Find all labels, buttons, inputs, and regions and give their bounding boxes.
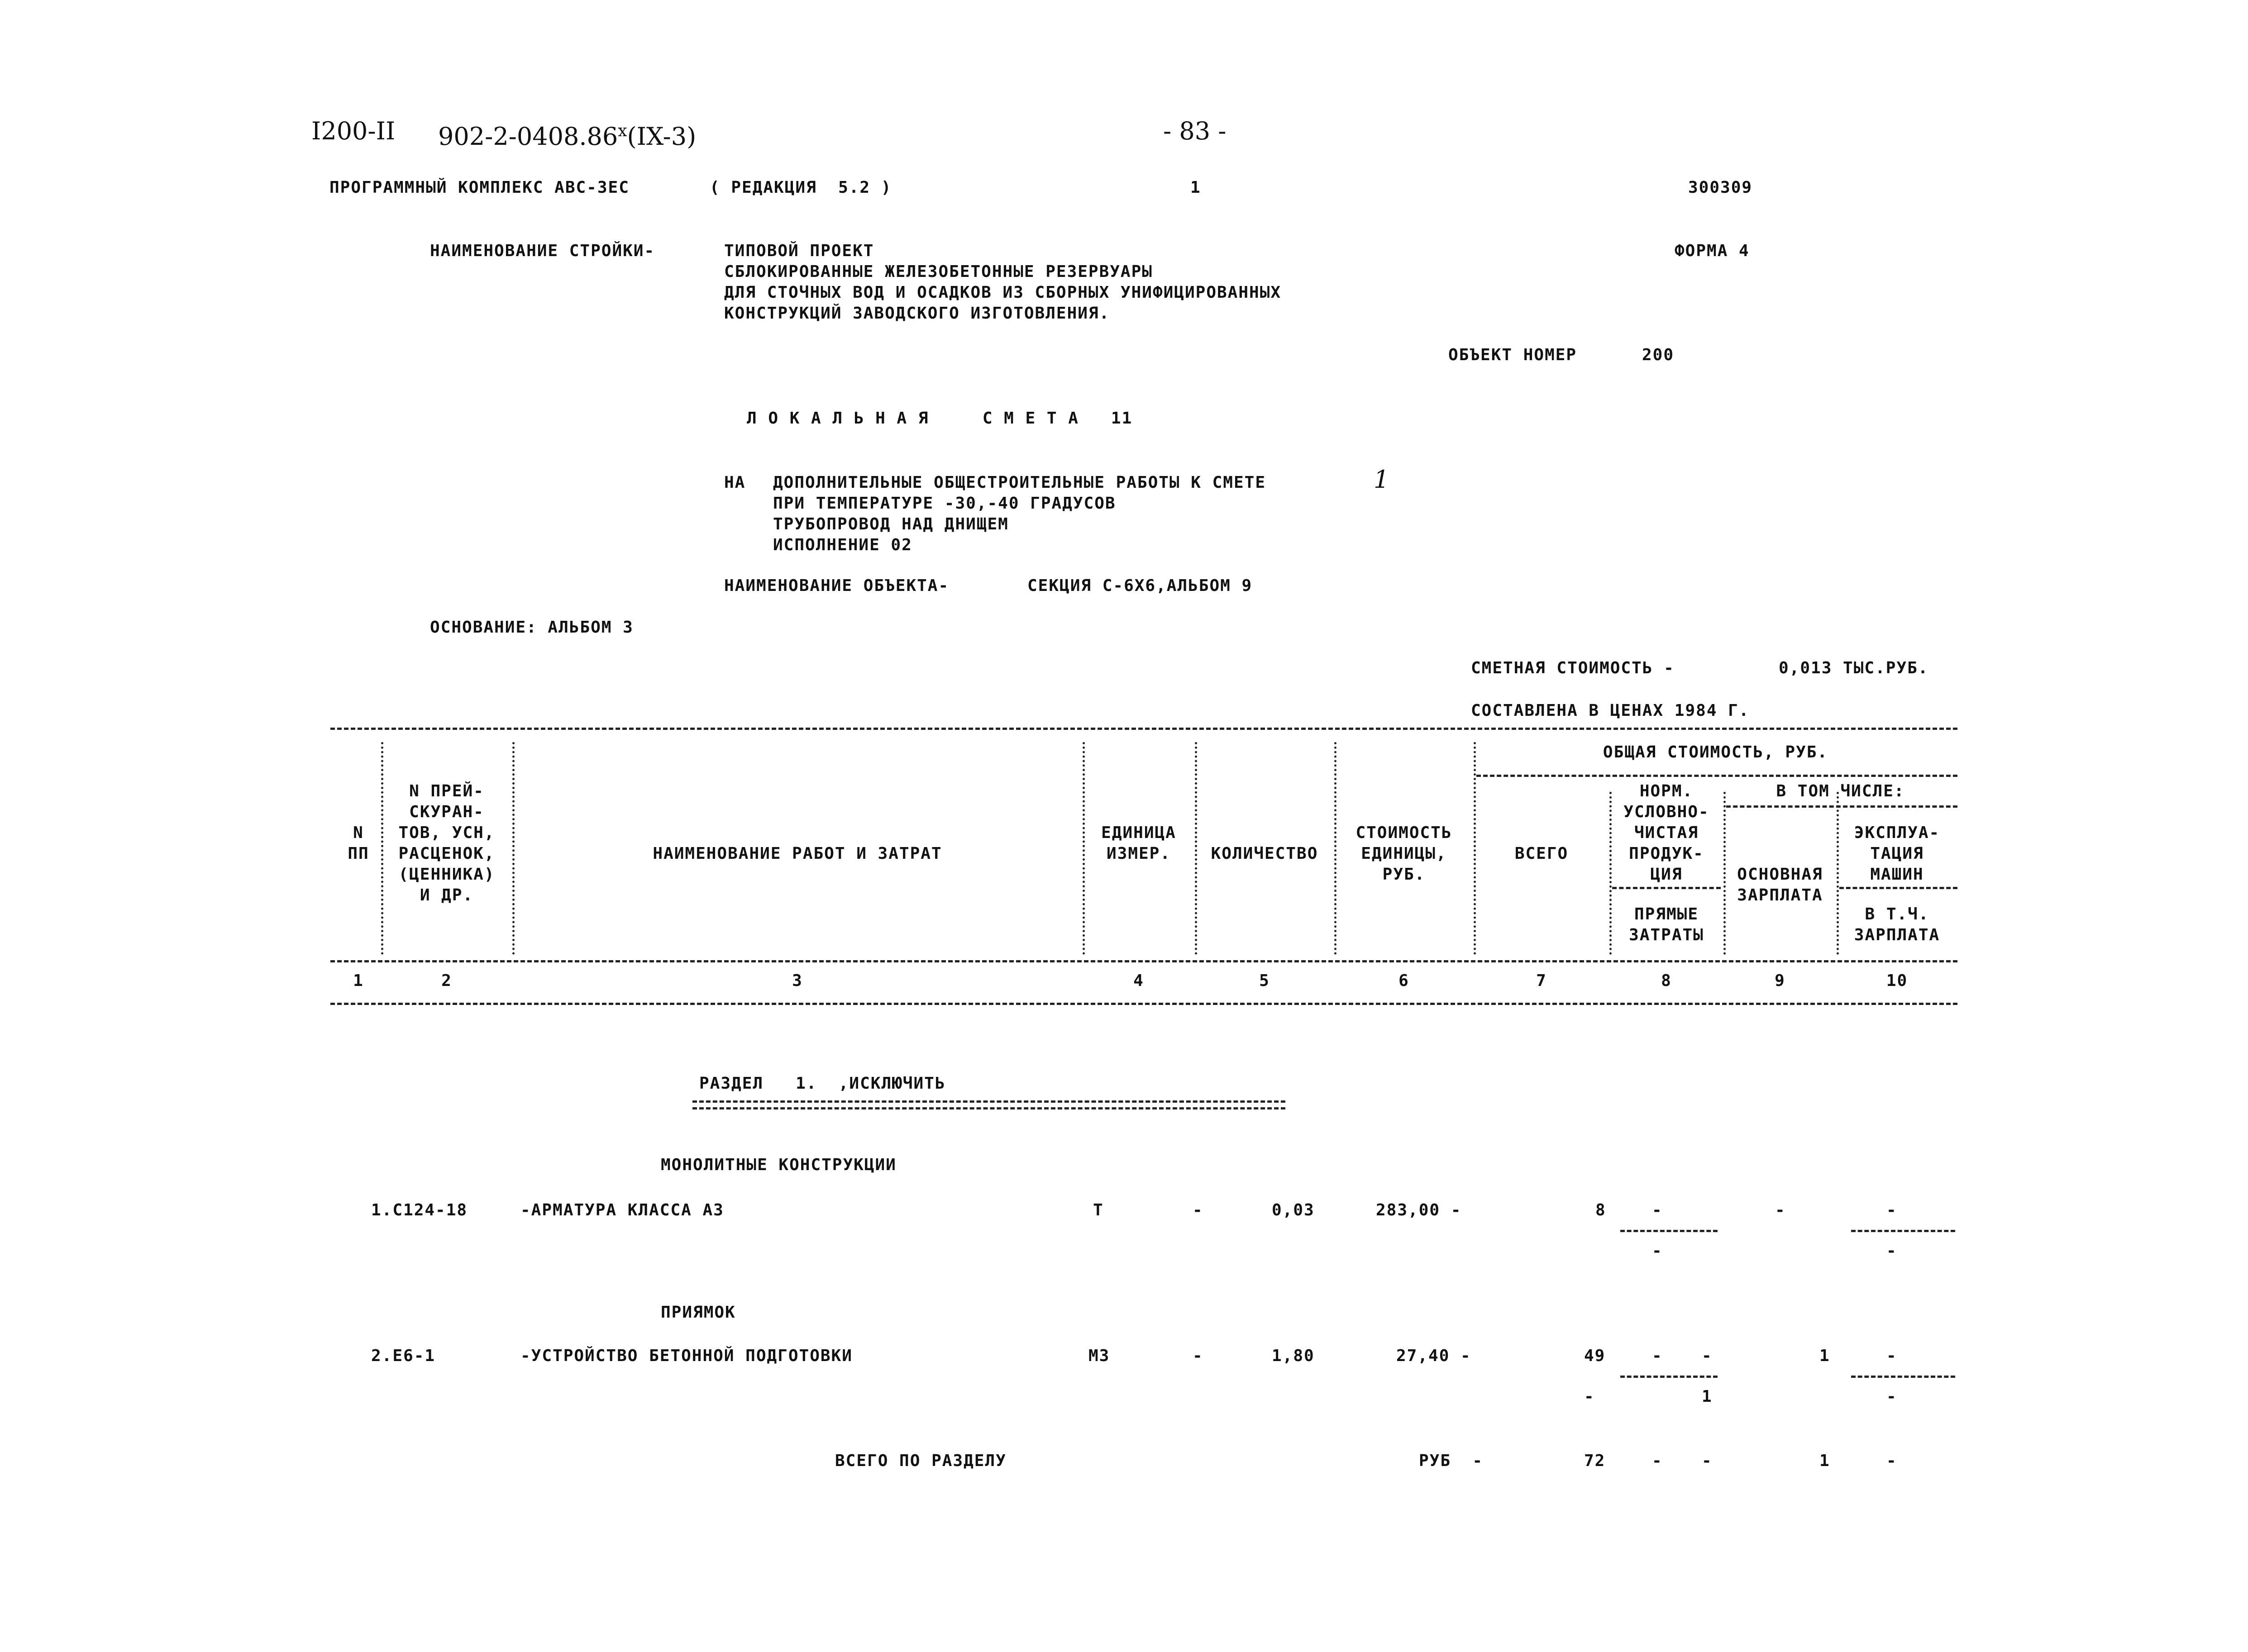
header-col2-line: N ПРЕЙ- (409, 782, 484, 800)
construction-line-4: КОНСТРУКЦИЙ ЗАВОДСКОГО ИЗГОТОВЛЕНИЯ. (724, 304, 1110, 323)
construction-line-2: СБЛОКИРОВАННЫЕ ЖЕЛЕЗОБЕТОННЫЕ РЕЗЕРВУАРЫ (724, 262, 1153, 281)
header-col9-line: ОСНОВНАЯ (1737, 865, 1823, 884)
group-rule (1476, 775, 1957, 777)
handwritten-estimate-number: 1 (1374, 465, 1389, 494)
construction-label: НАИМЕНОВАНИЕ СТРОЙКИ- (430, 242, 655, 260)
group-rule (1612, 887, 1721, 889)
header-col4-line: ЕДИНИЦА (1101, 824, 1176, 842)
basis: ОСНОВАНИЕ: АЛЬБОМ 3 (430, 618, 634, 637)
header-col1-line: ПП (348, 844, 369, 863)
row-quantity: 1,80 (1272, 1347, 1315, 1365)
header-col8-line: НОРМ. (1639, 782, 1694, 800)
document-code-superscript: x (618, 122, 627, 140)
construction-line-3: ДЛЯ СТОЧНЫХ ВОД И ОСАДКОВ ИЗ СБОРНЫХ УНИФИЦИРОВАННЫХ (724, 283, 1282, 302)
document-code-main: 902-2-0408.86 (438, 122, 618, 151)
page-number: - 83 - (1163, 117, 1227, 145)
row-code: 1.С124-18 (371, 1201, 468, 1219)
header-col8-line: ЧИСТАЯ (1634, 824, 1699, 842)
column-number: 4 (1133, 971, 1144, 990)
row-col10b: - (1886, 1242, 1897, 1260)
column-number: 1 (353, 971, 364, 990)
column-number: 3 (792, 971, 803, 990)
section-total-value: 72 (1584, 1452, 1606, 1470)
form-number: ФОРМА 4 (1675, 242, 1750, 260)
row-name: -АРМАТУРА КЛАССА А3 (520, 1201, 724, 1219)
document-code (438, 118, 696, 150)
section-total-col9: - (1702, 1452, 1713, 1470)
row-col10: - (1886, 1201, 1897, 1219)
column-number: 7 (1536, 971, 1547, 990)
header-col10b-line: В Т.Ч. (1865, 905, 1929, 924)
column-number: 6 (1398, 971, 1409, 990)
row-dash: - (1193, 1347, 1203, 1365)
header-col6-line: ЕДИНИЦЫ, (1361, 844, 1447, 863)
row-subrule (1620, 1376, 1718, 1378)
sheet-number: I200-II (311, 117, 396, 145)
object-name: СЕКЦИЯ С-6Х6,АЛЬБОМ 9 (1027, 576, 1253, 595)
group-rule (1726, 805, 1957, 808)
program-code: 300309 (1688, 178, 1753, 197)
row-col10a: 1 (1819, 1347, 1830, 1365)
row-total: 8 (1595, 1201, 1606, 1219)
group-monolithic: МОНОЛИТНЫЕ КОНСТРУКЦИИ (661, 1156, 897, 1174)
group-pit: ПРИЯМОК (661, 1303, 736, 1322)
row-unit-price: 283,00 - (1376, 1201, 1462, 1219)
header-col7: ВСЕГО (1514, 844, 1569, 863)
group-rule (1839, 887, 1957, 889)
header-col2-line: И ДР. (420, 886, 474, 905)
header-middle-rule (330, 960, 1957, 962)
row-col8b: - (1652, 1242, 1663, 1260)
row-code: 2.Е6-1 (371, 1347, 436, 1365)
section-total-col10a: 1 (1819, 1452, 1830, 1470)
price-level: СОСТАВЛЕНА В ЦЕНАХ 1984 Г. (1471, 701, 1750, 720)
row-col9: - (1702, 1347, 1713, 1365)
row-col8: - (1652, 1201, 1663, 1219)
column-number: 8 (1661, 971, 1672, 990)
row-col10: - (1886, 1347, 1897, 1365)
row-subrule (1851, 1376, 1955, 1378)
header-col8b-line: ПРЯМЫЕ (1634, 905, 1699, 924)
edition: ( РЕДАКЦИЯ 5.2 ) (710, 178, 892, 197)
header-col2-line: СКУРАН- (409, 803, 484, 821)
header-col8-line: УСЛОВНО- (1623, 803, 1709, 821)
object-number-label: ОБЪЕКТ НОМЕР (1448, 346, 1577, 364)
estimate-title: Л О К А Л Ь Н А Я С М Е Т А 11 (747, 409, 1133, 428)
section-total-unit: РУБ - (1419, 1452, 1484, 1470)
row-quantity: 0,03 (1272, 1201, 1315, 1219)
row-unit: М3 (1088, 1347, 1110, 1365)
object-name-label: НАИМЕНОВАНИЕ ОБЪЕКТА- (724, 576, 950, 595)
header-col5: КОЛИЧЕСТВО (1211, 844, 1318, 863)
construction-line-1: ТИПОВОЙ ПРОЕКТ (724, 242, 874, 260)
purpose-prefix: НА (724, 473, 746, 492)
row-col7b: - (1584, 1387, 1595, 1406)
section-underline (692, 1100, 1285, 1109)
object-number: 200 (1642, 346, 1675, 364)
header-col10b-line: ЗАРПЛАТА (1854, 926, 1940, 944)
row-subrule (1851, 1230, 1955, 1232)
header-col9-line: ЗАРПЛАТА (1737, 886, 1823, 905)
header-col1-line: N (353, 824, 364, 842)
header-bottom-rule (330, 1003, 1957, 1005)
program-number: 1 (1190, 178, 1201, 197)
header-col8-line: ЦИЯ (1650, 865, 1683, 884)
header-col3: НАИМЕНОВАНИЕ РАБОТ И ЗАТРАТ (653, 844, 942, 863)
estimated-cost-value: 0,013 ТЫС.РУБ. (1779, 659, 1929, 677)
column-number: 5 (1259, 971, 1270, 990)
row-col10b: - (1886, 1387, 1897, 1406)
header-col6-line: СТОИМОСТЬ (1355, 824, 1452, 842)
header-col8-line: ПРОДУК- (1629, 844, 1704, 863)
header-col10-line: МАШИН (1870, 865, 1924, 884)
row-total: 49 (1584, 1347, 1606, 1365)
row-col8: - (1652, 1347, 1663, 1365)
header-total-group: ОБЩАЯ СТОИМОСТЬ, РУБ. (1603, 743, 1828, 762)
row-unit-price: 27,40 - (1396, 1347, 1471, 1365)
header-col2-line: РАСЦЕНОК, (398, 844, 495, 863)
header-top-rule (330, 728, 1957, 730)
row-subrule (1620, 1230, 1718, 1232)
document-code-suffix: (IX-3) (627, 122, 697, 151)
header-including: В ТОМ ЧИСЛЕ: (1776, 782, 1905, 800)
column-number: 10 (1886, 971, 1908, 990)
header-col2-line: (ЦЕННИКА) (398, 865, 495, 884)
header-col8b-line: ЗАТРАТЫ (1629, 926, 1704, 944)
row-name: -УСТРОЙСТВО БЕТОННОЙ ПОДГОТОВКИ (520, 1347, 853, 1365)
header-col4-line: ИЗМЕР. (1106, 844, 1171, 863)
header-col10-line: ТАЦИЯ (1870, 844, 1924, 863)
program-name: ПРОГРАММНЫЙ КОМПЛЕКС АВС-ЗЕС (329, 178, 630, 197)
row-col9: - (1775, 1201, 1786, 1219)
row-col9b: 1 (1702, 1387, 1713, 1406)
column-number: 9 (1775, 971, 1785, 990)
column-number: 2 (441, 971, 452, 990)
purpose-line-3: ТРУБОПРОВОД НАД ДНИЩЕМ (773, 515, 1009, 533)
purpose-line-4: ИСПОЛНЕНИЕ 02 (773, 536, 912, 554)
row-dash: - (1193, 1201, 1203, 1219)
estimated-cost-label: СМЕТНАЯ СТОИМОСТЬ - (1471, 659, 1675, 677)
row-unit: Т (1093, 1201, 1104, 1219)
section-total-col10: - (1886, 1452, 1897, 1470)
purpose-line-1: ДОПОЛНИТЕЛЬНЫЕ ОБЩЕСТРОИТЕЛЬНЫЕ РАБОТЫ К СМЕТЕ (773, 473, 1266, 492)
section-total-col8: - (1652, 1452, 1663, 1470)
header-col6-line: РУБ. (1382, 865, 1426, 884)
section-title: РАЗДЕЛ 1. ,ИСКЛЮЧИТЬ (699, 1074, 946, 1093)
header-col10-line: ЭКСПЛУА- (1854, 824, 1940, 842)
header-col2-line: ТОВ, УСН, (398, 824, 495, 842)
section-total-label: ВСЕГО ПО РАЗДЕЛУ (835, 1452, 1007, 1470)
purpose-line-2: ПРИ ТЕМПЕРАТУРЕ -30,-40 ГРАДУСОВ (773, 494, 1116, 513)
